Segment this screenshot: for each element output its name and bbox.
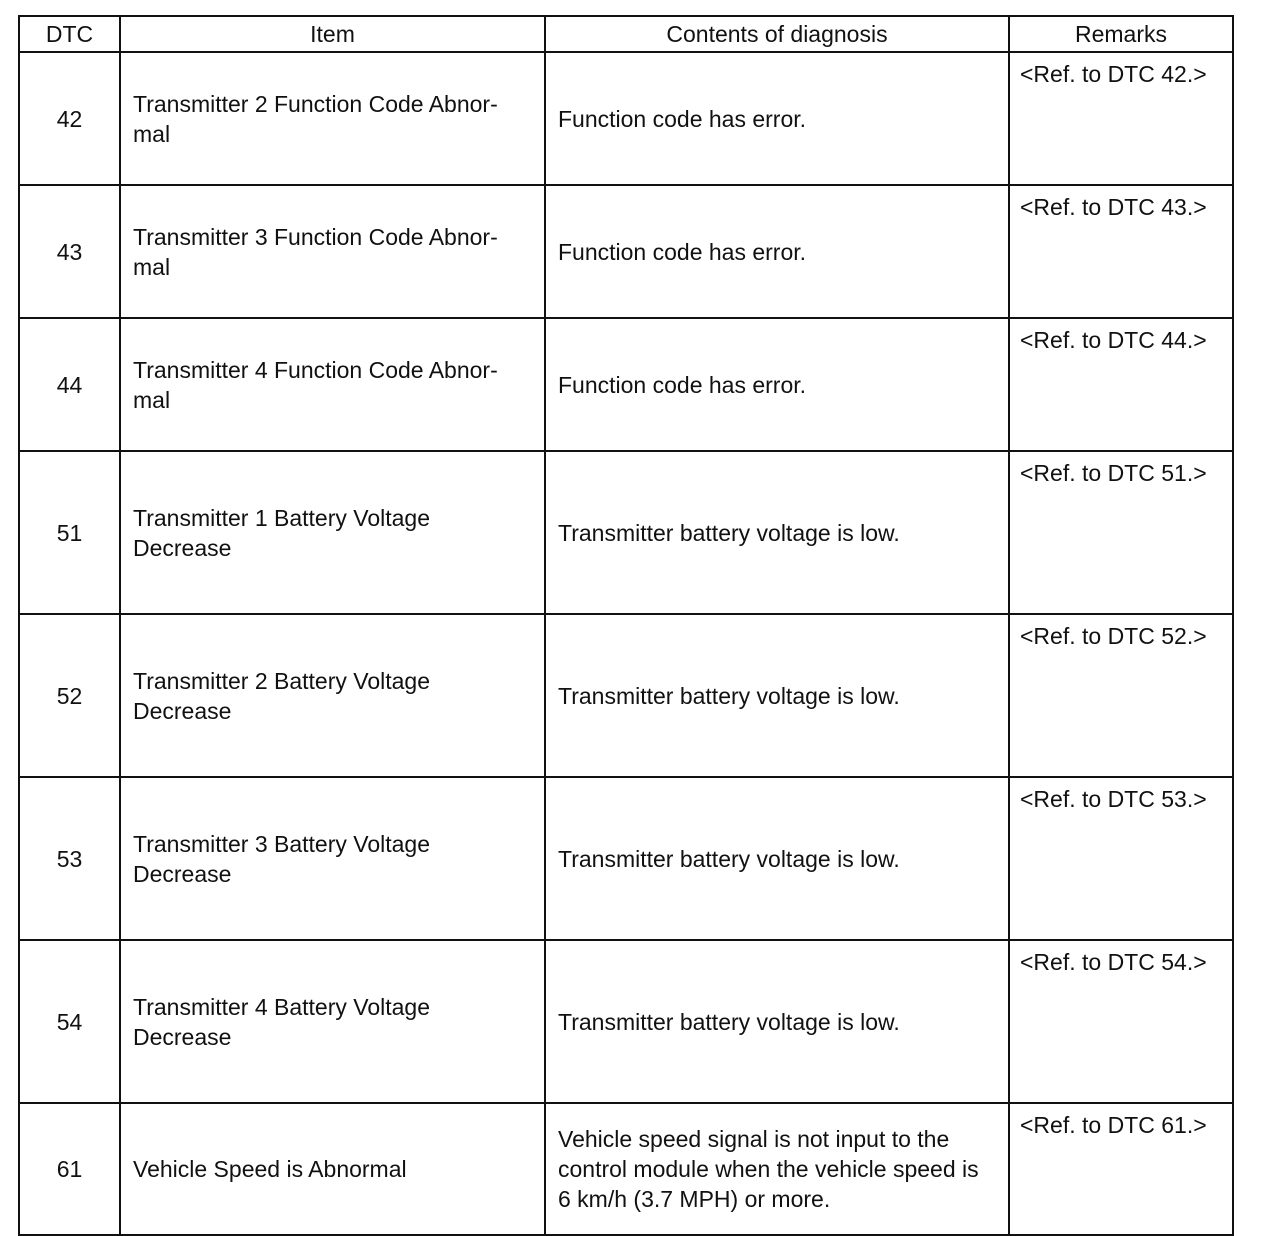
table-row (19, 52, 1233, 185)
header-item: Item (120, 16, 545, 52)
table-header (19, 16, 1233, 52)
dtc-code: 54 (19, 940, 120, 1103)
dtc-code: 43 (19, 185, 120, 318)
item-cell (120, 451, 545, 614)
item-text: Transmitter 3 Battery Voltage Decrease (133, 830, 431, 887)
item-cell (120, 318, 545, 451)
item-cell (120, 614, 545, 777)
item-cell (120, 1103, 545, 1235)
contents-cell: Transmitter battery voltage is low. (545, 777, 1009, 940)
contents-cell: Transmitter battery voltage is low. (545, 451, 1009, 614)
item-text: Transmitter 2 Battery Voltage Decrease (133, 667, 431, 724)
remarks-ref: <Ref. to DTC 43.> (1009, 185, 1233, 318)
contents-cell: Transmitter battery voltage is low. (545, 614, 1009, 777)
item-text: Vehicle Speed is Abnormal (133, 1156, 407, 1182)
table-row (19, 1103, 1233, 1235)
contents-cell: Function code has error. (545, 52, 1009, 185)
contents-cell: Vehicle speed signal is not input to the control module when the vehicle speed is 6 km/h (3.7 MPH) or more. (545, 1103, 1009, 1235)
header-dtc: DTC (19, 16, 120, 52)
table-row (19, 777, 1233, 940)
contents-cell: Function code has error. (545, 185, 1009, 318)
dtc-table (18, 15, 1234, 1236)
item-cell (120, 940, 545, 1103)
dtc-code: 53 (19, 777, 120, 940)
table-row (19, 614, 1233, 777)
item-text: Transmitter 4 Function Code Abnor- mal (133, 356, 498, 413)
remarks-ref: <Ref. to DTC 61.> (1009, 1103, 1233, 1235)
remarks-ref: <Ref. to DTC 54.> (1009, 940, 1233, 1103)
remarks-ref: <Ref. to DTC 53.> (1009, 777, 1233, 940)
contents-cell: Transmitter battery voltage is low. (545, 940, 1009, 1103)
remarks-ref: <Ref. to DTC 44.> (1009, 318, 1233, 451)
item-cell (120, 777, 545, 940)
table-row (19, 451, 1233, 614)
dtc-code: 61 (19, 1103, 120, 1235)
table-row (19, 940, 1233, 1103)
remarks-ref: <Ref. to DTC 51.> (1009, 451, 1233, 614)
dtc-code: 51 (19, 451, 120, 614)
contents-cell: Function code has error. (545, 318, 1009, 451)
header-remarks: Remarks (1009, 16, 1233, 52)
item-text: Transmitter 1 Battery Voltage Decrease (133, 504, 431, 561)
table-body (19, 52, 1233, 1235)
item-text: Transmitter 4 Battery Voltage Decrease (133, 993, 431, 1050)
header-row (19, 16, 1233, 52)
item-cell (120, 185, 545, 318)
table-row (19, 185, 1233, 318)
dtc-code: 52 (19, 614, 120, 777)
remarks-ref: <Ref. to DTC 42.> (1009, 52, 1233, 185)
header-contents: Contents of diagnosis (545, 16, 1009, 52)
table-row (19, 318, 1233, 451)
dtc-code: 42 (19, 52, 120, 185)
item-cell (120, 52, 545, 185)
item-text: Transmitter 2 Function Code Abnor- mal (133, 90, 498, 147)
item-text: Transmitter 3 Function Code Abnor- mal (133, 223, 498, 280)
dtc-code: 44 (19, 318, 120, 451)
remarks-ref: <Ref. to DTC 52.> (1009, 614, 1233, 777)
